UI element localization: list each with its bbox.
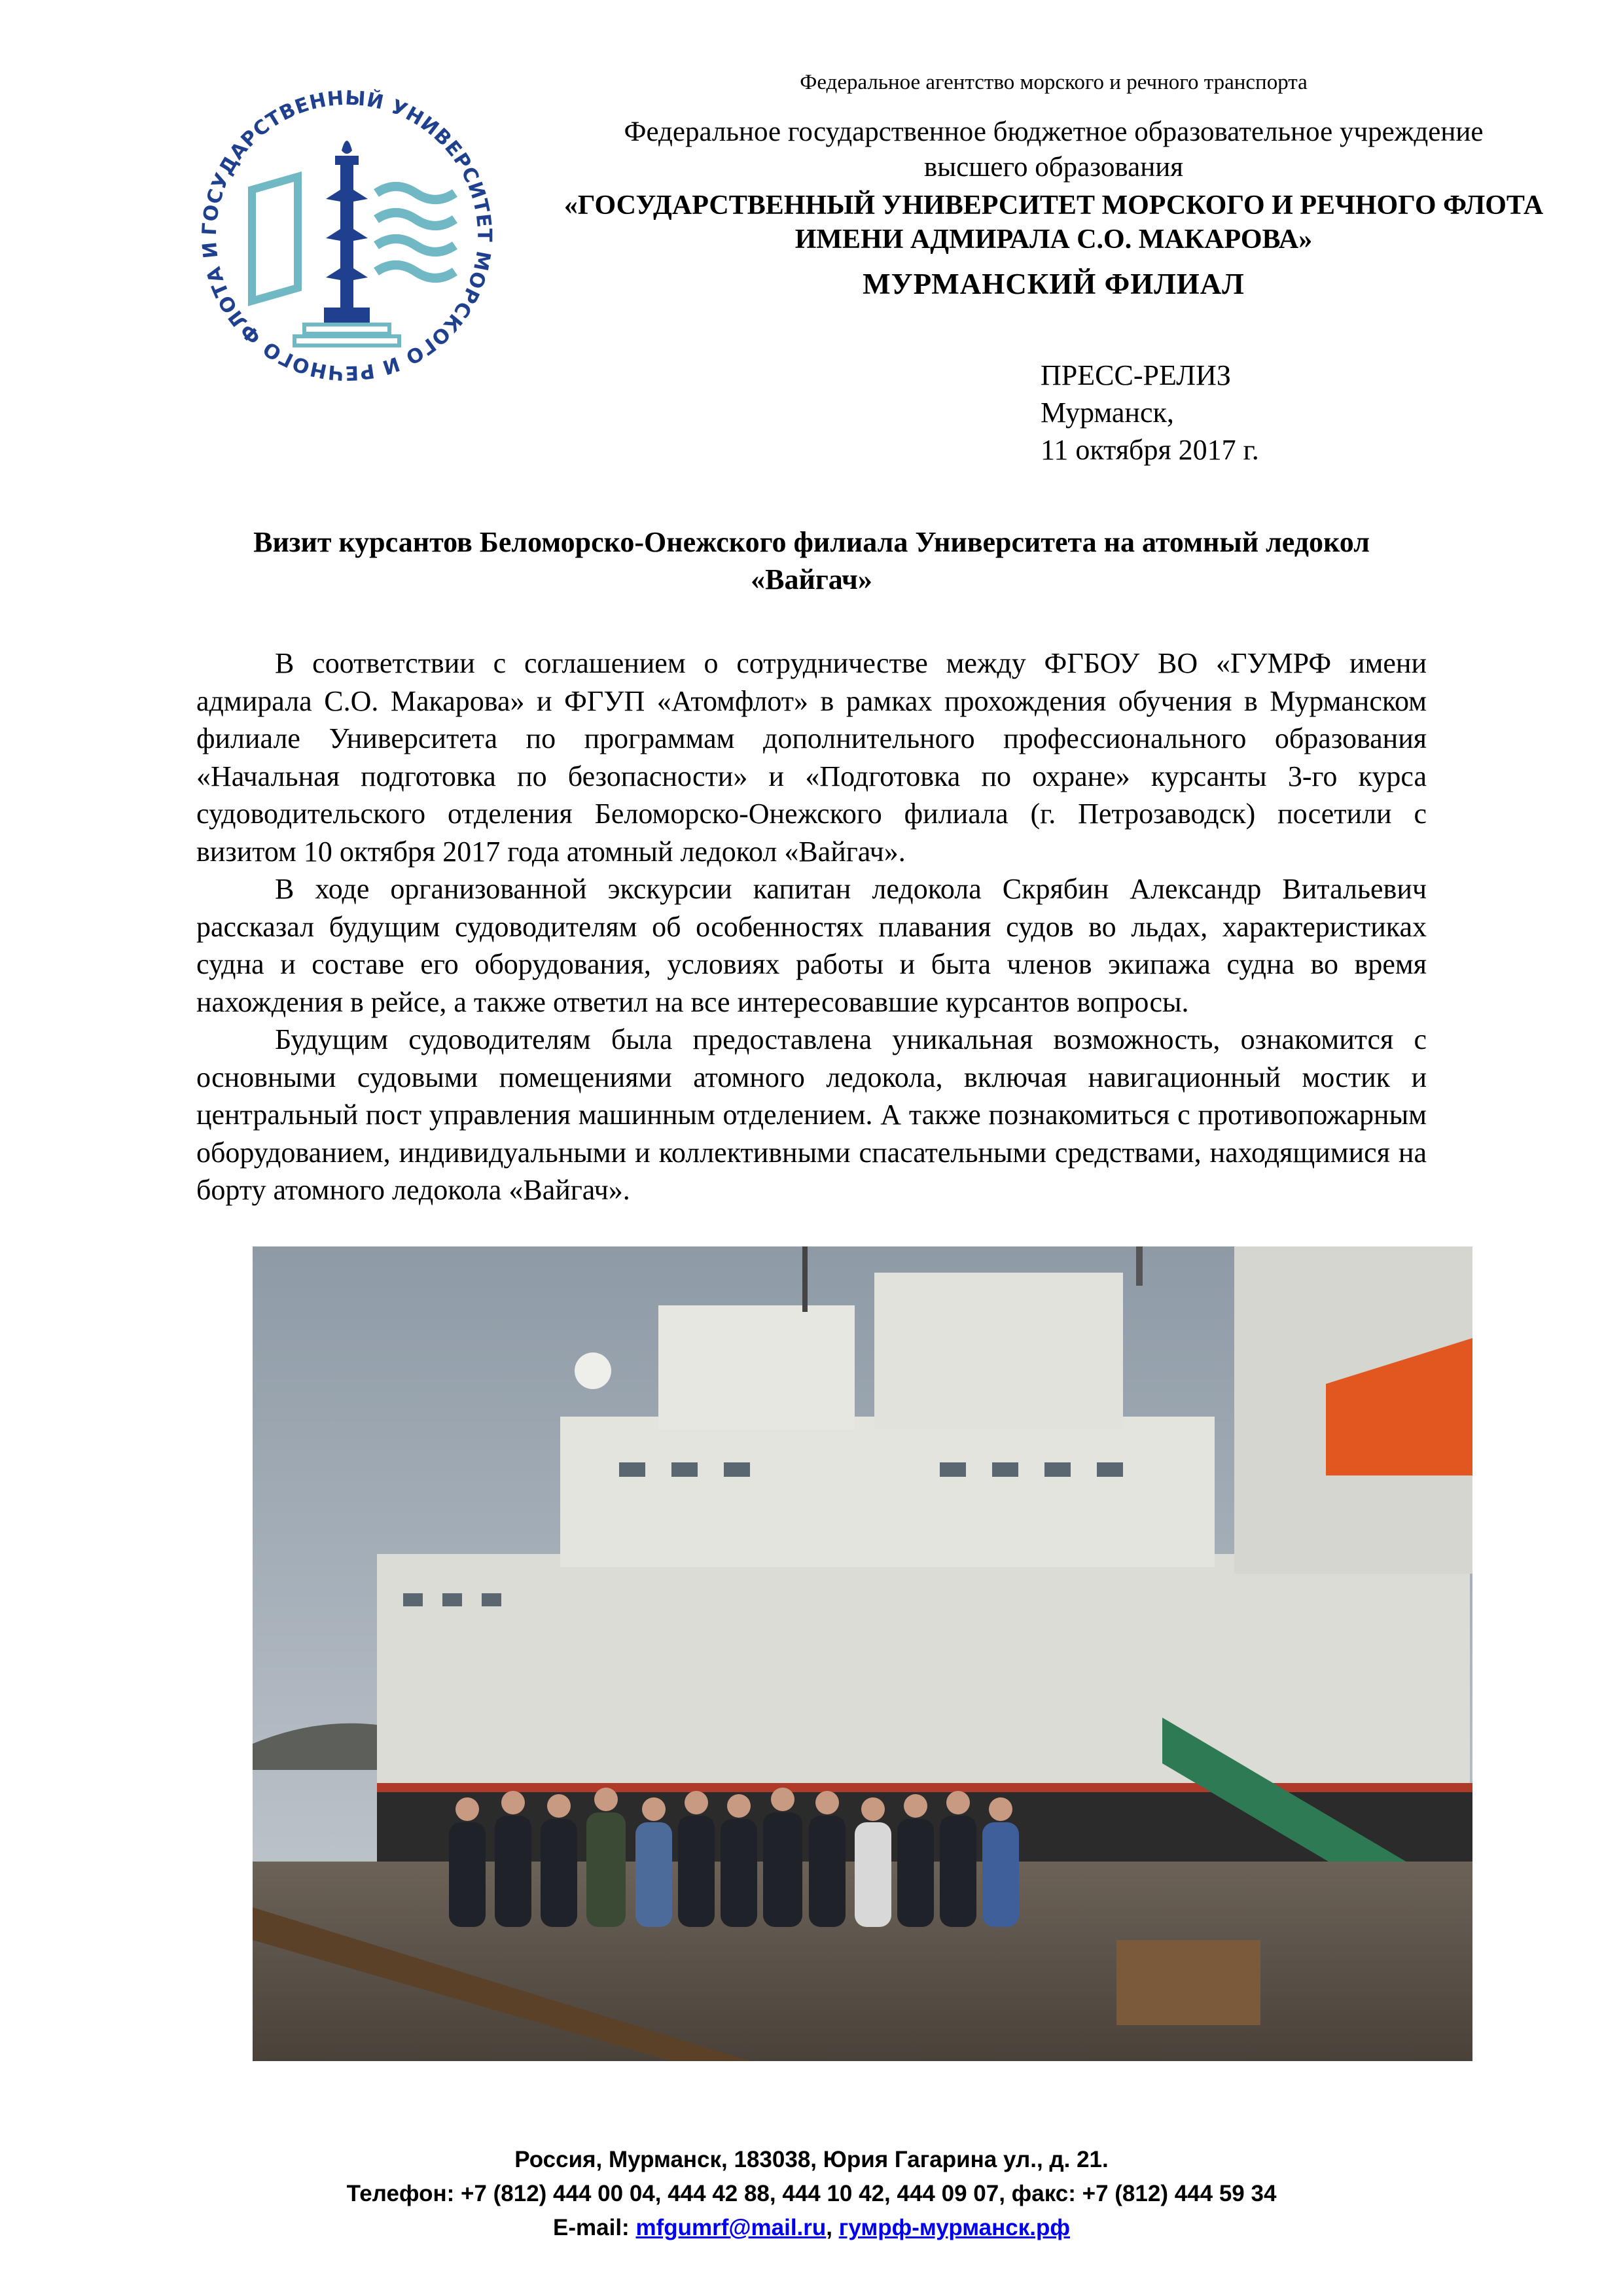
icebreaker-group-photo [253, 1246, 1472, 2061]
link-separator: , [826, 2215, 833, 2240]
press-release-city: Мурманск, [1041, 397, 1174, 429]
logo-emblem [190, 79, 504, 393]
article-headline [196, 523, 1427, 598]
logo-ring-text: ГОСУДАРСТВЕННЫЙ УНИВЕРСИТЕТ МОРСКОГО И РЕЧНОГО ФЛОТА И [198, 86, 496, 385]
paragraph-2: В ходе организованной экскурсии капитан ледокола Скрябин Александр Витальевич рассказал будущим судоводителям об особенностях плавания судов во льдах, характеристиках судна и составе его оборудования, условиях работы и быта членов экипажа судна во время нахождения в рейсе, а также ответил на все интересовавшие курсантов вопросы. [196, 873, 1427, 1018]
paragraph-3: Будущим судоводителям была предоставлена уникальная возможность, ознакомится с основными судовыми помещениями атомного ледокола, включая навигационный мостик и центральный пост управления машинным отделением. А также познакомиться с противопожарным оборудованием, индивидуальными и коллективными спасательными средствами, находящимися на борту атомного ледокола «Вайгач». [196, 1023, 1427, 1206]
website-link[interactable]: гумрф-мурманск.рф [838, 2215, 1070, 2240]
footer-phones: Телефон: +7 (812) 444 00 04, 444 42 88, 444 10 42, 444 09 07, факс: +7 (812) 444 59 34 [346, 2181, 1277, 2206]
agency-name: Федеральное агентство морского и речного транспорта [800, 71, 1308, 94]
footer-contacts [196, 2143, 1427, 2245]
university-name [524, 188, 1584, 256]
university-line-2: ИМЕНИ АДМИРАЛА С.О. МАКАРОВА» [794, 224, 1313, 255]
article-body [196, 645, 1427, 1209]
email-link[interactable]: mfgumrf@mail.ru [635, 2215, 827, 2240]
headline-line-1: Визит курсантов Беломорско-Онежского филиала Университета на атомный ледокол [253, 526, 1370, 558]
press-release-block [1041, 357, 1259, 468]
press-release-label: ПРЕСС-РЕЛИЗ [1041, 359, 1231, 391]
institution-line-1: Федеральное государственное бюджетное образовательное учреждение [624, 116, 1484, 147]
branch-name: МУРМАНСКИЙ ФИЛИАЛ [863, 268, 1245, 300]
institution-name [563, 115, 1544, 185]
university-line-1: «ГОСУДАРСТВЕННЫЙ УНИВЕРСИТЕТ МОРСКОГО И РЕЧНОГО ФЛОТА [563, 190, 1544, 221]
university-logo [190, 79, 504, 393]
photo-illustration [253, 1246, 1472, 2061]
paragraph-1: В соответствии с соглашением о сотрудничестве между ФГБОУ ВО «ГУМРФ имени адмирала С.О. Макарова» и ФГУП «Атомфлот» в рамках прохождения обучения в Мурманском филиале Университета по программам дополнительного профессионального образования «Начальная подготовка по безопасности» и «Подготовка по охране» курсанты 3-го курса судоводительского отделения Беломорско-Онежского филиала (г. Петрозаводск) посетили с визитом 10 октября 2017 года атомный ледокол «Вайгач». [196, 647, 1427, 868]
institution-line-2: высшего образования [923, 152, 1184, 183]
email-label: E-mail: [553, 2215, 630, 2240]
press-release-date: 11 октября 2017 г. [1041, 434, 1259, 466]
footer-address: Россия, Мурманск, 183038, Юрия Гагарина ул., д. 21. [514, 2147, 1109, 2172]
footer-email-line [196, 2211, 1427, 2245]
headline-line-2: «Вайгач» [751, 563, 872, 595]
